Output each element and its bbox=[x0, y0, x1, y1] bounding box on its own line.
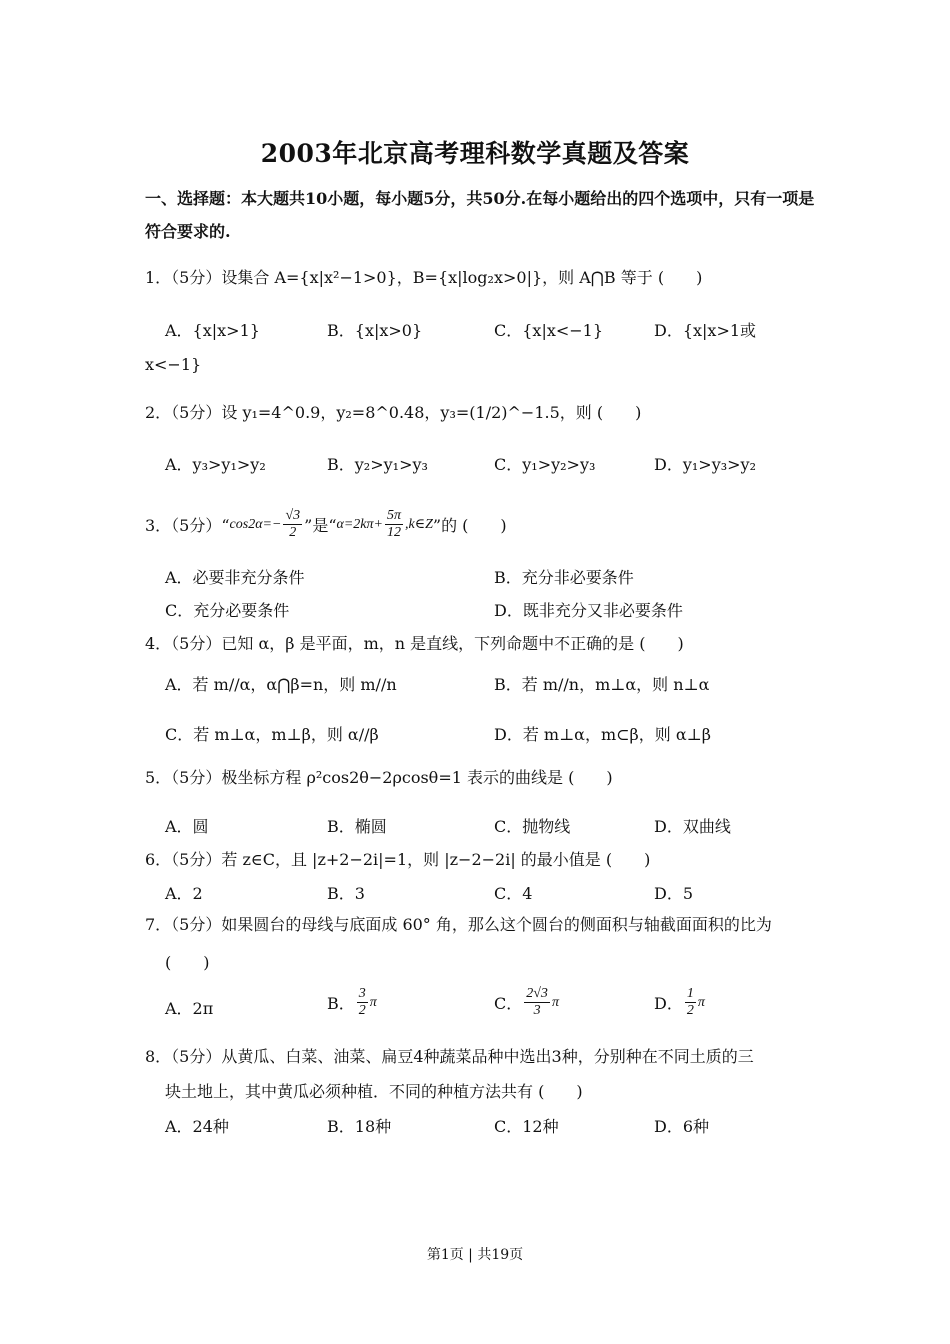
section-header: 一、选择题：本大题共10小题，每小题5分，共50分.在每小题给出的四个选项中，只有一项是符合要求的. bbox=[145, 189, 815, 241]
question-6-option-d: D．5 bbox=[654, 884, 694, 903]
question-6-option-c: C．4 bbox=[494, 884, 533, 903]
question-3-connector: ”是“ bbox=[304, 516, 337, 535]
question-4-option-d: D．若 m⊥α，m⊂β，则 α⊥β bbox=[494, 725, 711, 744]
question-8-option-d: D．6种 bbox=[654, 1117, 710, 1136]
question-1-option-a: A．{x|x>1} bbox=[165, 321, 260, 340]
question-8-stem: 8．（5分）从黄瓜、白菜、油菜、扁豆4种蔬菜品种中选出3种，分别种在不同土质的三 bbox=[145, 1047, 754, 1066]
question-1-stem: 1．（5分）设集合 A={x|x²−1>0}，B={x|log₂x>0|}，则 A⋂B 等于 ( ) bbox=[145, 268, 703, 287]
question-3-suffix: ”的 ( ) bbox=[432, 516, 507, 535]
fraction-2sqrt3-over-3 bbox=[524, 986, 550, 1019]
question-7-option-c bbox=[494, 986, 559, 1019]
question-5-option-c: C．抛物线 bbox=[494, 817, 571, 836]
question-2-stem: 2．（5分）设 y₁=4^0.9，y₂=8^0.48，y₃=(1/2)^−1.5，则 ( ) bbox=[145, 403, 642, 422]
question-1-option-d: D．{x|x>1或 bbox=[654, 321, 757, 340]
question-4-option-a: A．若 m//α，α⋂β=n，则 m//n bbox=[165, 675, 397, 694]
pi-symbol: π bbox=[551, 994, 559, 1010]
question-6-stem: 6．（5分）若 z∈C，且 |z+2−2i|=1，则 |z−2−2i| 的最小值是 ( ) bbox=[145, 850, 651, 869]
fraction-denominator: 12 bbox=[387, 525, 401, 540]
question-5-stem: 5．（5分）极坐标方程 ρ²cos2θ−2ρcosθ=1 表示的曲线是 ( ) bbox=[145, 768, 613, 787]
question-3-alpha-expr: α=2kπ+ bbox=[336, 516, 383, 532]
page-footer: 第1页 | 共19页 bbox=[426, 1247, 524, 1263]
question-4-stem: 4．（5分）已知 α，β 是平面，m，n 是直线，下列命题中不正确的是 ( ) bbox=[145, 634, 684, 653]
fraction-numerator: 2√3 bbox=[526, 986, 548, 1001]
question-5-option-a: A．圆 bbox=[165, 817, 209, 836]
question-8-continuation: 块土地上，其中黄瓜必须种植．不同的种植方法共有 ( ) bbox=[165, 1082, 583, 1101]
question-2-option-b: B．y₂>y₁>y₃ bbox=[327, 455, 428, 474]
question-3-k-domain: ,k∈Z bbox=[405, 517, 433, 532]
question-5-option-b: B．椭圆 bbox=[327, 817, 387, 836]
question-6-option-a: A．2 bbox=[165, 884, 203, 903]
pi-symbol: π bbox=[697, 994, 705, 1010]
question-2-option-d: D．y₁>y₃>y₂ bbox=[654, 455, 757, 474]
question-3-option-a: A．必要非充分条件 bbox=[165, 568, 305, 587]
question-7-option-d bbox=[654, 986, 705, 1019]
question-2-option-c: C．y₁>y₂>y₃ bbox=[494, 455, 596, 474]
fraction-numerator: 1 bbox=[686, 986, 694, 1001]
question-3-stem bbox=[145, 508, 507, 541]
question-7-option-b bbox=[327, 986, 377, 1019]
question-3-option-c: C．充分必要条件 bbox=[165, 601, 290, 620]
question-8-option-a: A．24种 bbox=[165, 1117, 229, 1136]
fraction-denominator: 2 bbox=[358, 1003, 366, 1018]
question-7-continuation: ( ) bbox=[165, 953, 210, 972]
fraction-3-over-2 bbox=[357, 986, 368, 1019]
question-8-option-b: B．18种 bbox=[327, 1117, 392, 1136]
question-3-option-d: D．既非充分又非必要条件 bbox=[494, 601, 683, 620]
question-5-option-d: D．双曲线 bbox=[654, 817, 731, 836]
question-3-fraction-5pi-over-12 bbox=[385, 508, 403, 541]
question-2-option-a: A．y₃>y₁>y₂ bbox=[165, 455, 266, 474]
question-4-option-c: C．若 m⊥α，m⊥β，则 α//β bbox=[165, 725, 379, 744]
question-3-option-b: B．充分非必要条件 bbox=[494, 568, 634, 587]
fraction-1-over-2 bbox=[685, 986, 696, 1019]
question-4-option-b: B．若 m//n，m⊥α，则 n⊥α bbox=[494, 675, 710, 694]
fraction-denominator: 2 bbox=[686, 1003, 694, 1018]
fraction-denominator: 3 bbox=[533, 1003, 541, 1018]
question-3-prefix: 3．（5分）“ bbox=[145, 516, 230, 535]
question-8-option-c: C．12种 bbox=[494, 1117, 559, 1136]
pi-symbol: π bbox=[369, 994, 377, 1010]
option-label: C． bbox=[494, 994, 523, 1013]
question-3-fraction-sqrt3-over-2 bbox=[283, 508, 302, 541]
fraction-numerator: 5π bbox=[387, 508, 402, 523]
question-3-cos-expr: cos2α=− bbox=[229, 516, 282, 532]
fraction-denominator: 2 bbox=[289, 525, 297, 540]
option-label: D． bbox=[654, 994, 683, 1013]
page-title: 2003年北京高考理科数学真题及答案 bbox=[260, 139, 690, 168]
question-1-continuation: x<−1} bbox=[145, 355, 202, 374]
question-7-option-a: A．2π bbox=[165, 999, 214, 1018]
question-6-option-b: B．3 bbox=[327, 884, 365, 903]
question-1-option-b: B．{x|x>0} bbox=[327, 321, 423, 340]
fraction-numerator: √3 bbox=[285, 508, 301, 523]
option-label: B． bbox=[327, 994, 355, 1013]
question-1-option-c: C．{x|x<−1} bbox=[494, 321, 604, 340]
fraction-numerator: 3 bbox=[358, 986, 366, 1001]
question-7-stem: 7．（5分）如果圆台的母线与底面成 60° 角，那么这个圆台的侧面积与轴截面面积的比为 bbox=[145, 915, 772, 934]
